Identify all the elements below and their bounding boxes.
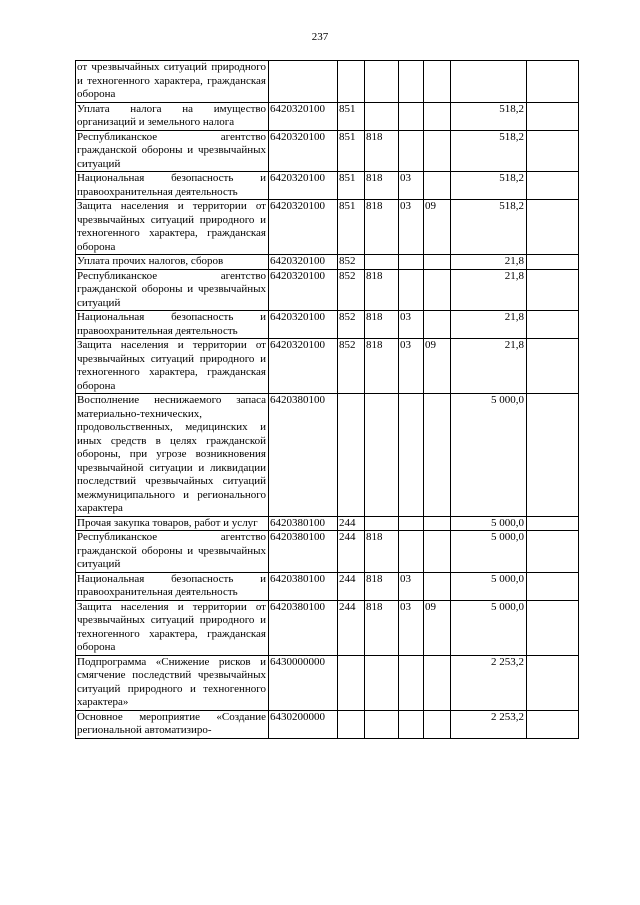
section-code-cell: [399, 531, 424, 573]
row-name-cell: Восполнение неснижаемого запаса материально-технических, продовольственных, медицинских и иных средств в целях гражданской обороны, при угрозе возникновения чрезвычайной ситуации и ликвидации последствий чрезвычайных ситуаций межмуниципального и регионального характера: [76, 394, 269, 517]
subsection-code-cell: [424, 311, 451, 339]
amount-cell: 518,2: [451, 200, 527, 255]
row-name-cell: Защита населения и территории от чрезвычайных ситуаций природного и техногенного характера, гражданская оборона: [76, 200, 269, 255]
table-row: [76, 269, 579, 311]
table-row: [76, 516, 579, 531]
row-name-cell: Уплата налога на имущество организаций и земельного налога: [76, 102, 269, 130]
empty-cell: [527, 311, 579, 339]
empty-cell: [527, 572, 579, 600]
amount-cell: 2 253,2: [451, 655, 527, 710]
amount-cell: 21,8: [451, 255, 527, 270]
target-article-code-cell: 6430200000: [269, 710, 338, 738]
subsection-code-cell: [424, 172, 451, 200]
table-row: [76, 394, 579, 517]
amount-cell: 21,8: [451, 311, 527, 339]
ministry-code-cell: [365, 394, 399, 517]
target-article-code-cell: 6420320100: [269, 200, 338, 255]
ministry-code-cell: 818: [365, 339, 399, 394]
subsection-code-cell: 09: [424, 600, 451, 655]
target-article-code-cell: 6420380100: [269, 394, 338, 517]
section-code-cell: [399, 130, 424, 172]
row-name-cell: Национальная безопасность и правоохранительная деятельность: [76, 572, 269, 600]
section-code-cell: [399, 394, 424, 517]
subsection-code-cell: [424, 61, 451, 103]
empty-cell: [527, 339, 579, 394]
amount-cell: 5 000,0: [451, 600, 527, 655]
expense-type-code-cell: 851: [338, 200, 365, 255]
table-row: [76, 255, 579, 270]
target-article-code-cell: 6420380100: [269, 531, 338, 573]
subsection-code-cell: 09: [424, 200, 451, 255]
empty-cell: [527, 655, 579, 710]
expense-type-code-cell: [338, 655, 365, 710]
subsection-code-cell: [424, 394, 451, 517]
table-row: [76, 572, 579, 600]
row-name-cell: Защита населения и территории от чрезвычайных ситуаций природного и техногенного характера, гражданская оборона: [76, 339, 269, 394]
table-row: [76, 600, 579, 655]
section-code-cell: 03: [399, 600, 424, 655]
ministry-code-cell: [365, 655, 399, 710]
empty-cell: [527, 255, 579, 270]
amount-cell: 5 000,0: [451, 516, 527, 531]
table-row: [76, 710, 579, 738]
ministry-code-cell: 818: [365, 269, 399, 311]
empty-cell: [527, 394, 579, 517]
expense-type-code-cell: 851: [338, 102, 365, 130]
target-article-code-cell: 6420320100: [269, 130, 338, 172]
empty-cell: [527, 710, 579, 738]
row-name-cell: Подпрограмма «Снижение рисков и смягчение последствий чрезвычайных ситуаций природного и техногенного характера»: [76, 655, 269, 710]
empty-cell: [527, 130, 579, 172]
row-name-cell: Республиканское агентство гражданской обороны и чрезвычайных ситуаций: [76, 531, 269, 573]
table-row: [76, 311, 579, 339]
empty-cell: [527, 269, 579, 311]
empty-cell: [527, 102, 579, 130]
target-article-code-cell: 6420320100: [269, 255, 338, 270]
table-body: [76, 61, 579, 739]
target-article-code-cell: 6420320100: [269, 339, 338, 394]
ministry-code-cell: [365, 710, 399, 738]
subsection-code-cell: [424, 572, 451, 600]
subsection-code-cell: [424, 130, 451, 172]
empty-cell: [527, 516, 579, 531]
row-name-cell: Защита населения и территории от чрезвычайных ситуаций природного и техногенного характера, гражданская оборона: [76, 600, 269, 655]
amount-cell: 21,8: [451, 339, 527, 394]
section-code-cell: [399, 655, 424, 710]
target-article-code-cell: 6420380100: [269, 516, 338, 531]
ministry-code-cell: [365, 102, 399, 130]
expense-type-code-cell: 852: [338, 339, 365, 394]
empty-cell: [527, 200, 579, 255]
empty-cell: [527, 61, 579, 103]
expense-type-code-cell: 851: [338, 172, 365, 200]
target-article-code-cell: 6420320100: [269, 311, 338, 339]
section-code-cell: 03: [399, 200, 424, 255]
amount-cell: 5 000,0: [451, 531, 527, 573]
row-name-cell: Национальная безопасность и правоохранительная деятельность: [76, 311, 269, 339]
row-name-cell: Прочая закупка товаров, работ и услуг: [76, 516, 269, 531]
amount-cell: 5 000,0: [451, 394, 527, 517]
target-article-code-cell: 6430000000: [269, 655, 338, 710]
amount-cell: 21,8: [451, 269, 527, 311]
table-row: [76, 172, 579, 200]
subsection-code-cell: [424, 710, 451, 738]
table-row: [76, 339, 579, 394]
section-code-cell: 03: [399, 572, 424, 600]
section-code-cell: [399, 61, 424, 103]
page-number: 237: [311, 31, 329, 43]
table-row: [76, 200, 579, 255]
ministry-code-cell: 818: [365, 600, 399, 655]
table-row: [76, 130, 579, 172]
amount-cell: 2 253,2: [451, 710, 527, 738]
target-article-code-cell: 6420320100: [269, 269, 338, 311]
section-code-cell: [399, 255, 424, 270]
expense-type-code-cell: 852: [338, 269, 365, 311]
row-name-cell: Уплата прочих налогов, сборов: [76, 255, 269, 270]
row-name-cell: от чрезвычайных ситуаций природного и техногенного характера, гражданская оборона: [76, 61, 269, 103]
expense-type-code-cell: 244: [338, 572, 365, 600]
amount-cell: 518,2: [451, 172, 527, 200]
expense-type-code-cell: 244: [338, 516, 365, 531]
row-name-cell: Основное мероприятие «Создание региональной автоматизиро-: [76, 710, 269, 738]
ministry-code-cell: 818: [365, 572, 399, 600]
amount-cell: 5 000,0: [451, 572, 527, 600]
target-article-code-cell: 6420320100: [269, 172, 338, 200]
section-code-cell: [399, 269, 424, 311]
amount-cell: 518,2: [451, 130, 527, 172]
subsection-code-cell: [424, 102, 451, 130]
expense-type-code-cell: 852: [338, 255, 365, 270]
expense-type-code-cell: 244: [338, 600, 365, 655]
expense-type-code-cell: 852: [338, 311, 365, 339]
subsection-code-cell: [424, 269, 451, 311]
ministry-code-cell: 818: [365, 172, 399, 200]
table-row: [76, 61, 579, 103]
subsection-code-cell: [424, 655, 451, 710]
ministry-code-cell: 818: [365, 311, 399, 339]
ministry-code-cell: [365, 255, 399, 270]
section-code-cell: 03: [399, 172, 424, 200]
row-name-cell: Республиканское агентство гражданской обороны и чрезвычайных ситуаций: [76, 130, 269, 172]
target-article-code-cell: 6420380100: [269, 572, 338, 600]
target-article-code-cell: [269, 61, 338, 103]
expense-type-code-cell: [338, 710, 365, 738]
row-name-cell: Республиканское агентство гражданской обороны и чрезвычайных ситуаций: [76, 269, 269, 311]
empty-cell: [527, 531, 579, 573]
table-row: [76, 655, 579, 710]
section-code-cell: 03: [399, 311, 424, 339]
section-code-cell: [399, 710, 424, 738]
subsection-code-cell: [424, 531, 451, 573]
subsection-code-cell: [424, 516, 451, 531]
table-row: [76, 531, 579, 573]
section-code-cell: [399, 516, 424, 531]
expense-type-code-cell: [338, 394, 365, 517]
ministry-code-cell: 818: [365, 200, 399, 255]
ministry-code-cell: [365, 516, 399, 531]
amount-cell: [451, 61, 527, 103]
ministry-code-cell: 818: [365, 130, 399, 172]
ministry-code-cell: 818: [365, 531, 399, 573]
target-article-code-cell: 6420320100: [269, 102, 338, 130]
target-article-code-cell: 6420380100: [269, 600, 338, 655]
expense-type-code-cell: 851: [338, 130, 365, 172]
expense-type-code-cell: 244: [338, 531, 365, 573]
empty-cell: [527, 600, 579, 655]
row-name-cell: Национальная безопасность и правоохранительная деятельность: [76, 172, 269, 200]
section-code-cell: 03: [399, 339, 424, 394]
budget-table: [75, 60, 579, 739]
ministry-code-cell: [365, 61, 399, 103]
amount-cell: 518,2: [451, 102, 527, 130]
subsection-code-cell: 09: [424, 339, 451, 394]
section-code-cell: [399, 102, 424, 130]
expense-type-code-cell: [338, 61, 365, 103]
subsection-code-cell: [424, 255, 451, 270]
table-row: [76, 102, 579, 130]
empty-cell: [527, 172, 579, 200]
